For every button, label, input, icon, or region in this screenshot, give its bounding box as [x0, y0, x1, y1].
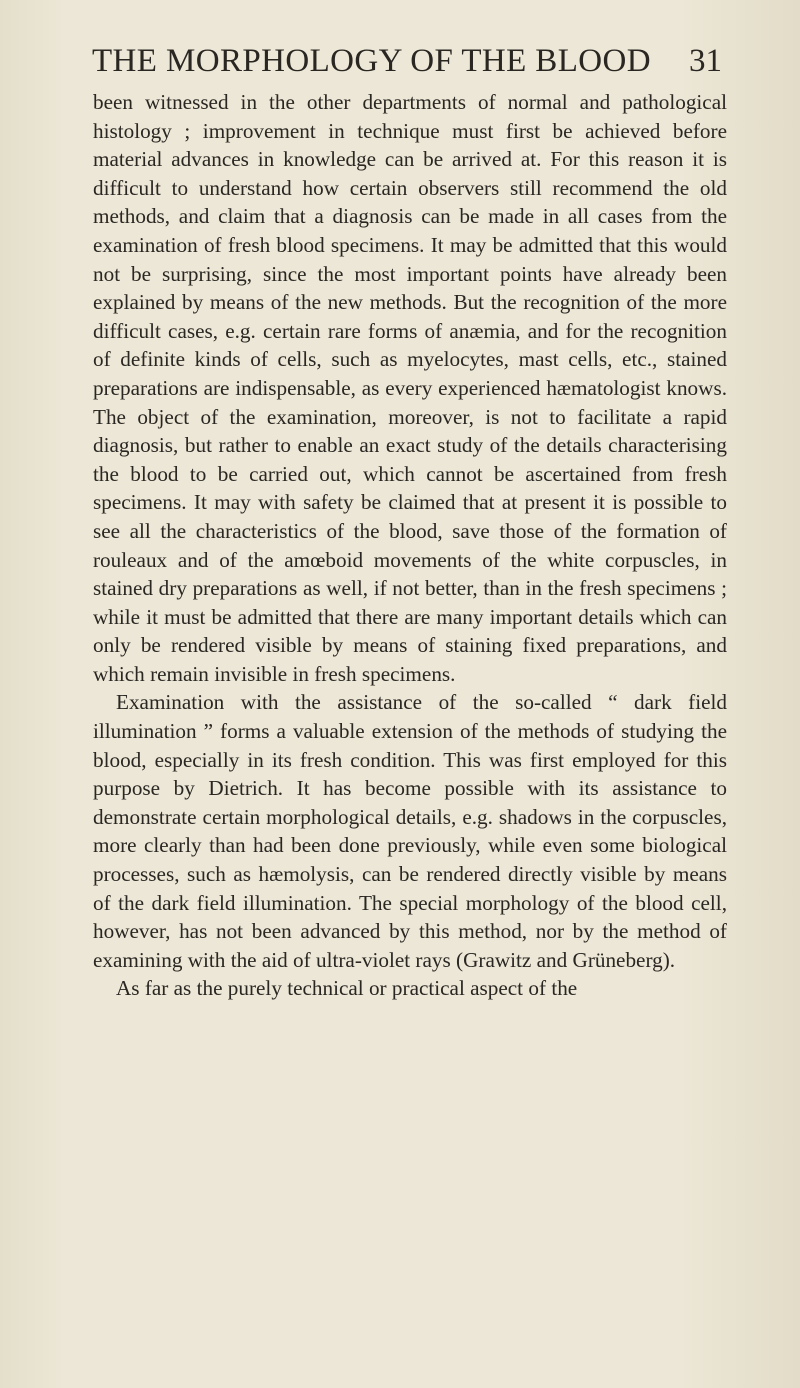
body-text [93, 88, 727, 1003]
paragraph-dark-field: Examination with the assistance of the so-called “ dark field illumination ” forms a valuable extension of the methods of studying the blood, especially in its fresh condition. This was first employed for this purpose by Dietrich. It has become possible with its assistance to demonstrate certain morphological details, e.g. shadows in the corpuscles, more clearly than had been done previously, while even some biological processes, such as hæmolysis, can be rendered directly visible by means of the dark field illumination. The special morphology of the blood cell, however, has not been advanced by this method, nor by the method of examining with the aid of ultra-violet rays (Grawitz and Grüneberg). [93, 690, 727, 972]
running-title: THE MORPHOLOGY OF THE BLOOD [92, 43, 651, 79]
page-number: 31 [689, 43, 722, 79]
paragraph-technical-aspect: As far as the purely technical or practical aspect of the [116, 976, 578, 1001]
paragraph-continued: been witnessed in the other departments of normal and pathological histology ; improvement in technique must first be achieved before material advances in knowledge can be arrived at. For this reason it is difficult to understand how certain observers still recommend the old methods, and claim that a diagnosis can be made in all cases from the examination of fresh blood specimens. It may be admitted that this would not be surprising, since the most important points have already been explained by means of the new methods. But the recognition of the more difficult cases, e.g. certain rare forms of anæmia, and for the recognition of definite kinds of cells, such as myelocytes, mast cells, etc., stained preparations are indispensable, as every experienced hæmatologist knows. The object of the examination, moreover, is not to facilitate a rapid diagnosis, but rather to enable an exact study of the details characterising the blood to be carried out, which cannot be ascertained from fresh specimens. It may with safety be claimed that at present it is possible to see all the characteristics of the blood, save those of the formation of rouleaux and of the amœboid movements of the white corpuscles, in stained dry preparations as well, if not better, than in the fresh specimens ; while it must be admitted that there are many important details which can only be rendered visible by means of staining fixed preparations, and which remain invisible in fresh specimens. [93, 90, 727, 686]
page-header [92, 38, 722, 84]
